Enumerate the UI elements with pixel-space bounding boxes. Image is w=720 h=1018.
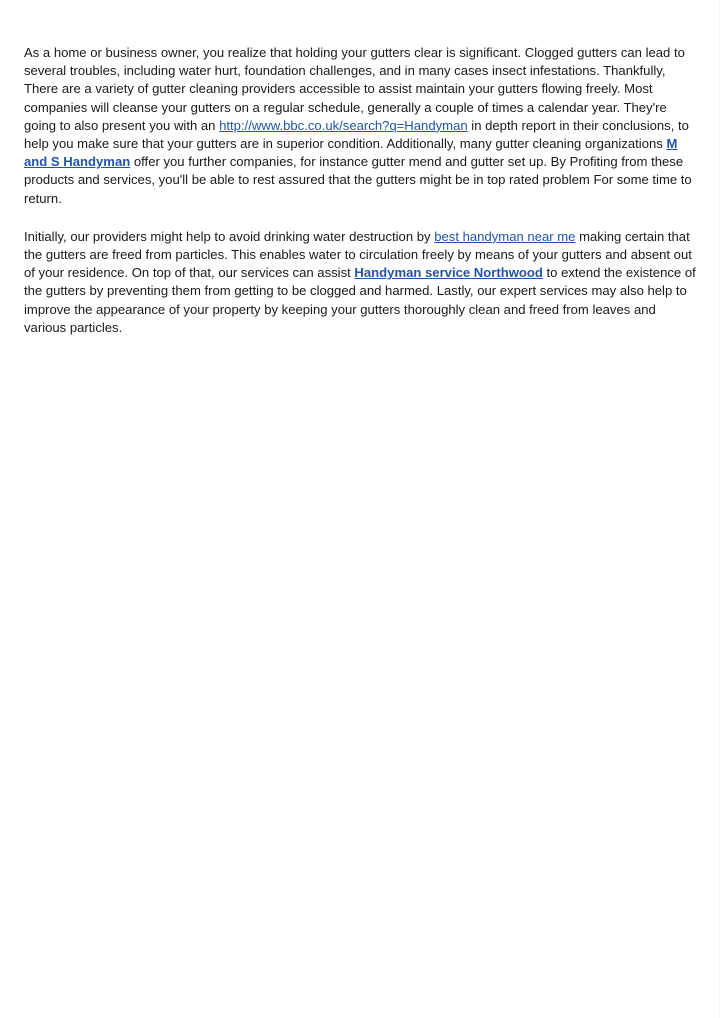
paragraph-2-text-3: to extend the existence of the gutters by preventing them from getting to be clogged and harmed. Lastly, our expert services may also help to improve the appearance of your property by keeping your gutters thoroughly clean and freed from leaves and various particles. [24,265,696,335]
document-body [24,44,698,357]
paragraph-2-text-2: making certain that the gutters are freed from particles. This enables water to circulation freely by means of your gutters and absent out of your residence. On top of that, our services can assist [24,228,692,281]
paragraph-2 [24,228,698,337]
paragraph-1 [24,44,698,208]
m-and-s-handyman-link[interactable]: M and S Handyman [24,136,678,170]
paragraph-1-text-1: As a home or business owner, you realize that holding your gutters clear is significant. Clogged gutters can lead to several troubles, including water hurt, foundation challenges, and in many cases insect infestations. Thankfully, There are a variety of gutter cleaning providers accessible to assist maintain your gutters flowing freely. Most companies will cleanse your gutters on a regular schedule, generally a couple of times a calendar year. They're going to also present you with an [24,45,685,133]
paragraph-1-text-3: offer you further companies, for instance gutter mend and gutter set up. By Profiting from these products and services, you'll be able to rest assured that the gutters might be in top rated problem For some time to return. [24,154,692,206]
best-handyman-near-me-link[interactable]: best handyman near me [434,228,576,244]
bbc-search-link[interactable]: http://www.bbc.co.uk/search?q=Handyman [219,117,468,133]
paragraph-1-text-2: in depth report in their conclusions, to help you make sure that your gutters are in superior condition. Additionally, many gutter cleaning organizations [24,117,689,152]
paragraph-2-text-1: Initially, our providers might help to avoid drinking water destruction by [24,228,435,244]
handyman-service-northwood-link[interactable]: Handyman service Northwood [354,265,543,281]
